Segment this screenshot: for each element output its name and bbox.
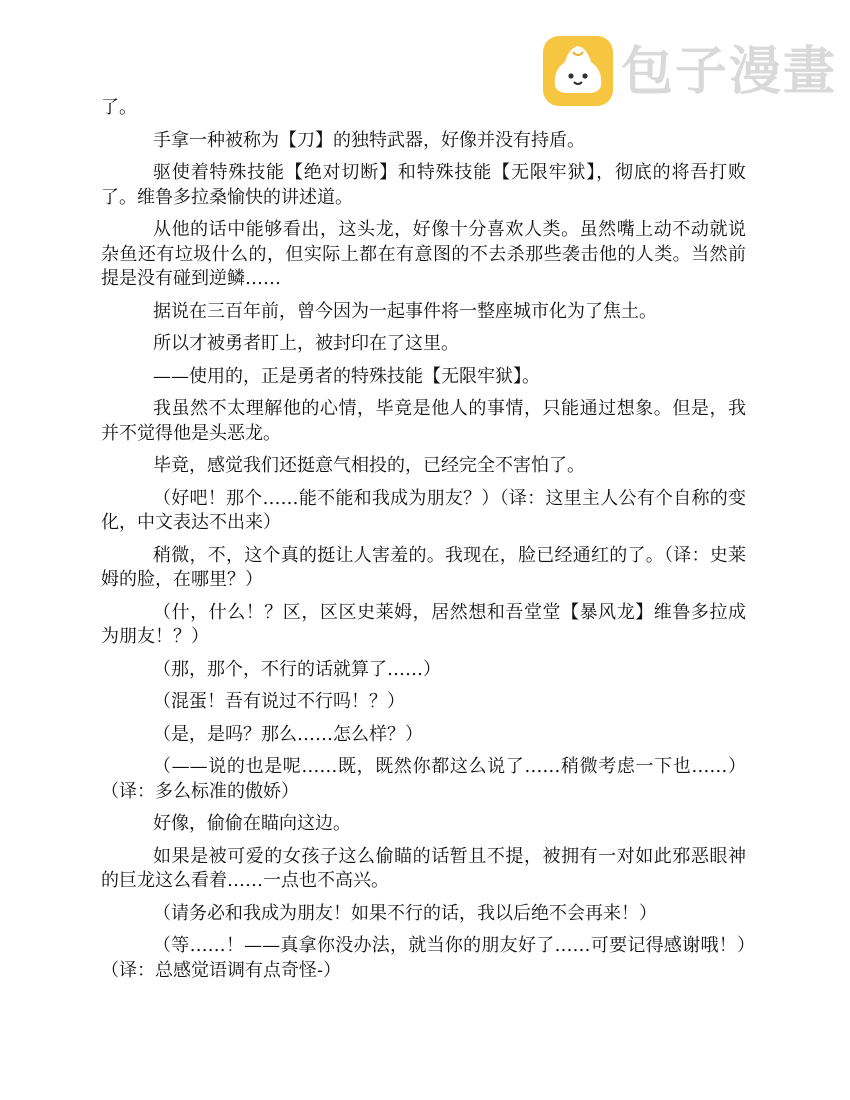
paragraph: 从他的话中能够看出，这头龙，好像十分喜欢人类。虽然嘴上动不动就说杂鱼还有垃圾什么的，但实际上都在有意图的不去杀那些袭击他的人类。当然前提是没有碰到逆鳞…… — [101, 219, 746, 289]
paragraph: 稍微，不，这个真的挺让人害羞的。我现在，脸已经通红的了。（译：史莱姆的脸，在哪里？） — [101, 544, 746, 590]
paragraph: 据说在三百年前，曾今因为一起事件将一整座城市化为了焦土。 — [153, 300, 658, 322]
paragraph: 驱使着特殊技能【绝对切断】和特殊技能【无限牢狱】，彻底的将吾打败了。维鲁多拉桑愉快的讲述道。 — [101, 162, 746, 208]
watermark-text: 包子漫畫 — [621, 42, 838, 102]
article-body — [101, 96, 746, 991]
paragraph: 好像，偷偷在瞄向这边。 — [153, 813, 352, 834]
paragraph: 所以才被勇者盯上，被封印在了这里。 — [153, 333, 460, 354]
paragraph: 如果是被可爱的女孩子这么偷瞄的话暂且不提，被拥有一对如此邪恶眼神的巨龙这么看着……一点也不高兴。 — [101, 845, 746, 891]
paragraph: 我虽然不太理解他的心情，毕竟是他人的事情，只能通过想象。但是，我并不觉得他是头恶龙。 — [101, 398, 746, 444]
paragraph: （请务必和我成为朋友！如果不行的话，我以后绝不会再来！） — [153, 902, 658, 924]
paragraph: （等……！——真拿你没办法，就当你的朋友好了……可要记得感谢哦！）（译：总感觉语调有点奇怪-） — [101, 935, 746, 981]
paragraph: （——说的也是呢……既，既然你都这么说了……稍微考虑一下也……）（译：多么标准的傲娇） — [101, 756, 746, 802]
paragraph: 手拿一种被称为【刀】的独特武器，好像并没有持盾。 — [153, 129, 586, 151]
paragraph: （是，是吗？那么……怎么样？） — [153, 723, 424, 745]
paragraph: 了。 — [101, 97, 137, 118]
paragraph: ——使用的，正是勇者的特殊技能【无限牢狱】。 — [153, 365, 541, 387]
paragraph: （好吧！那个……能不能和我成为朋友？）（译：这里主人公有个自称的变化，中文表达不出来） — [101, 487, 746, 533]
paragraph: 毕竟，感觉我们还挺意气相投的，已经完全不害怕了。 — [153, 455, 586, 476]
paragraph: （混蛋！吾有说过不行吗！？） — [153, 691, 406, 712]
paragraph: （那，那个，不行的话就算了……） — [153, 658, 442, 680]
paragraph: （什，什么！？区，区区史莱姆，居然想和吾堂堂【暴风龙】维鲁多拉成为朋友！？） — [101, 601, 746, 647]
